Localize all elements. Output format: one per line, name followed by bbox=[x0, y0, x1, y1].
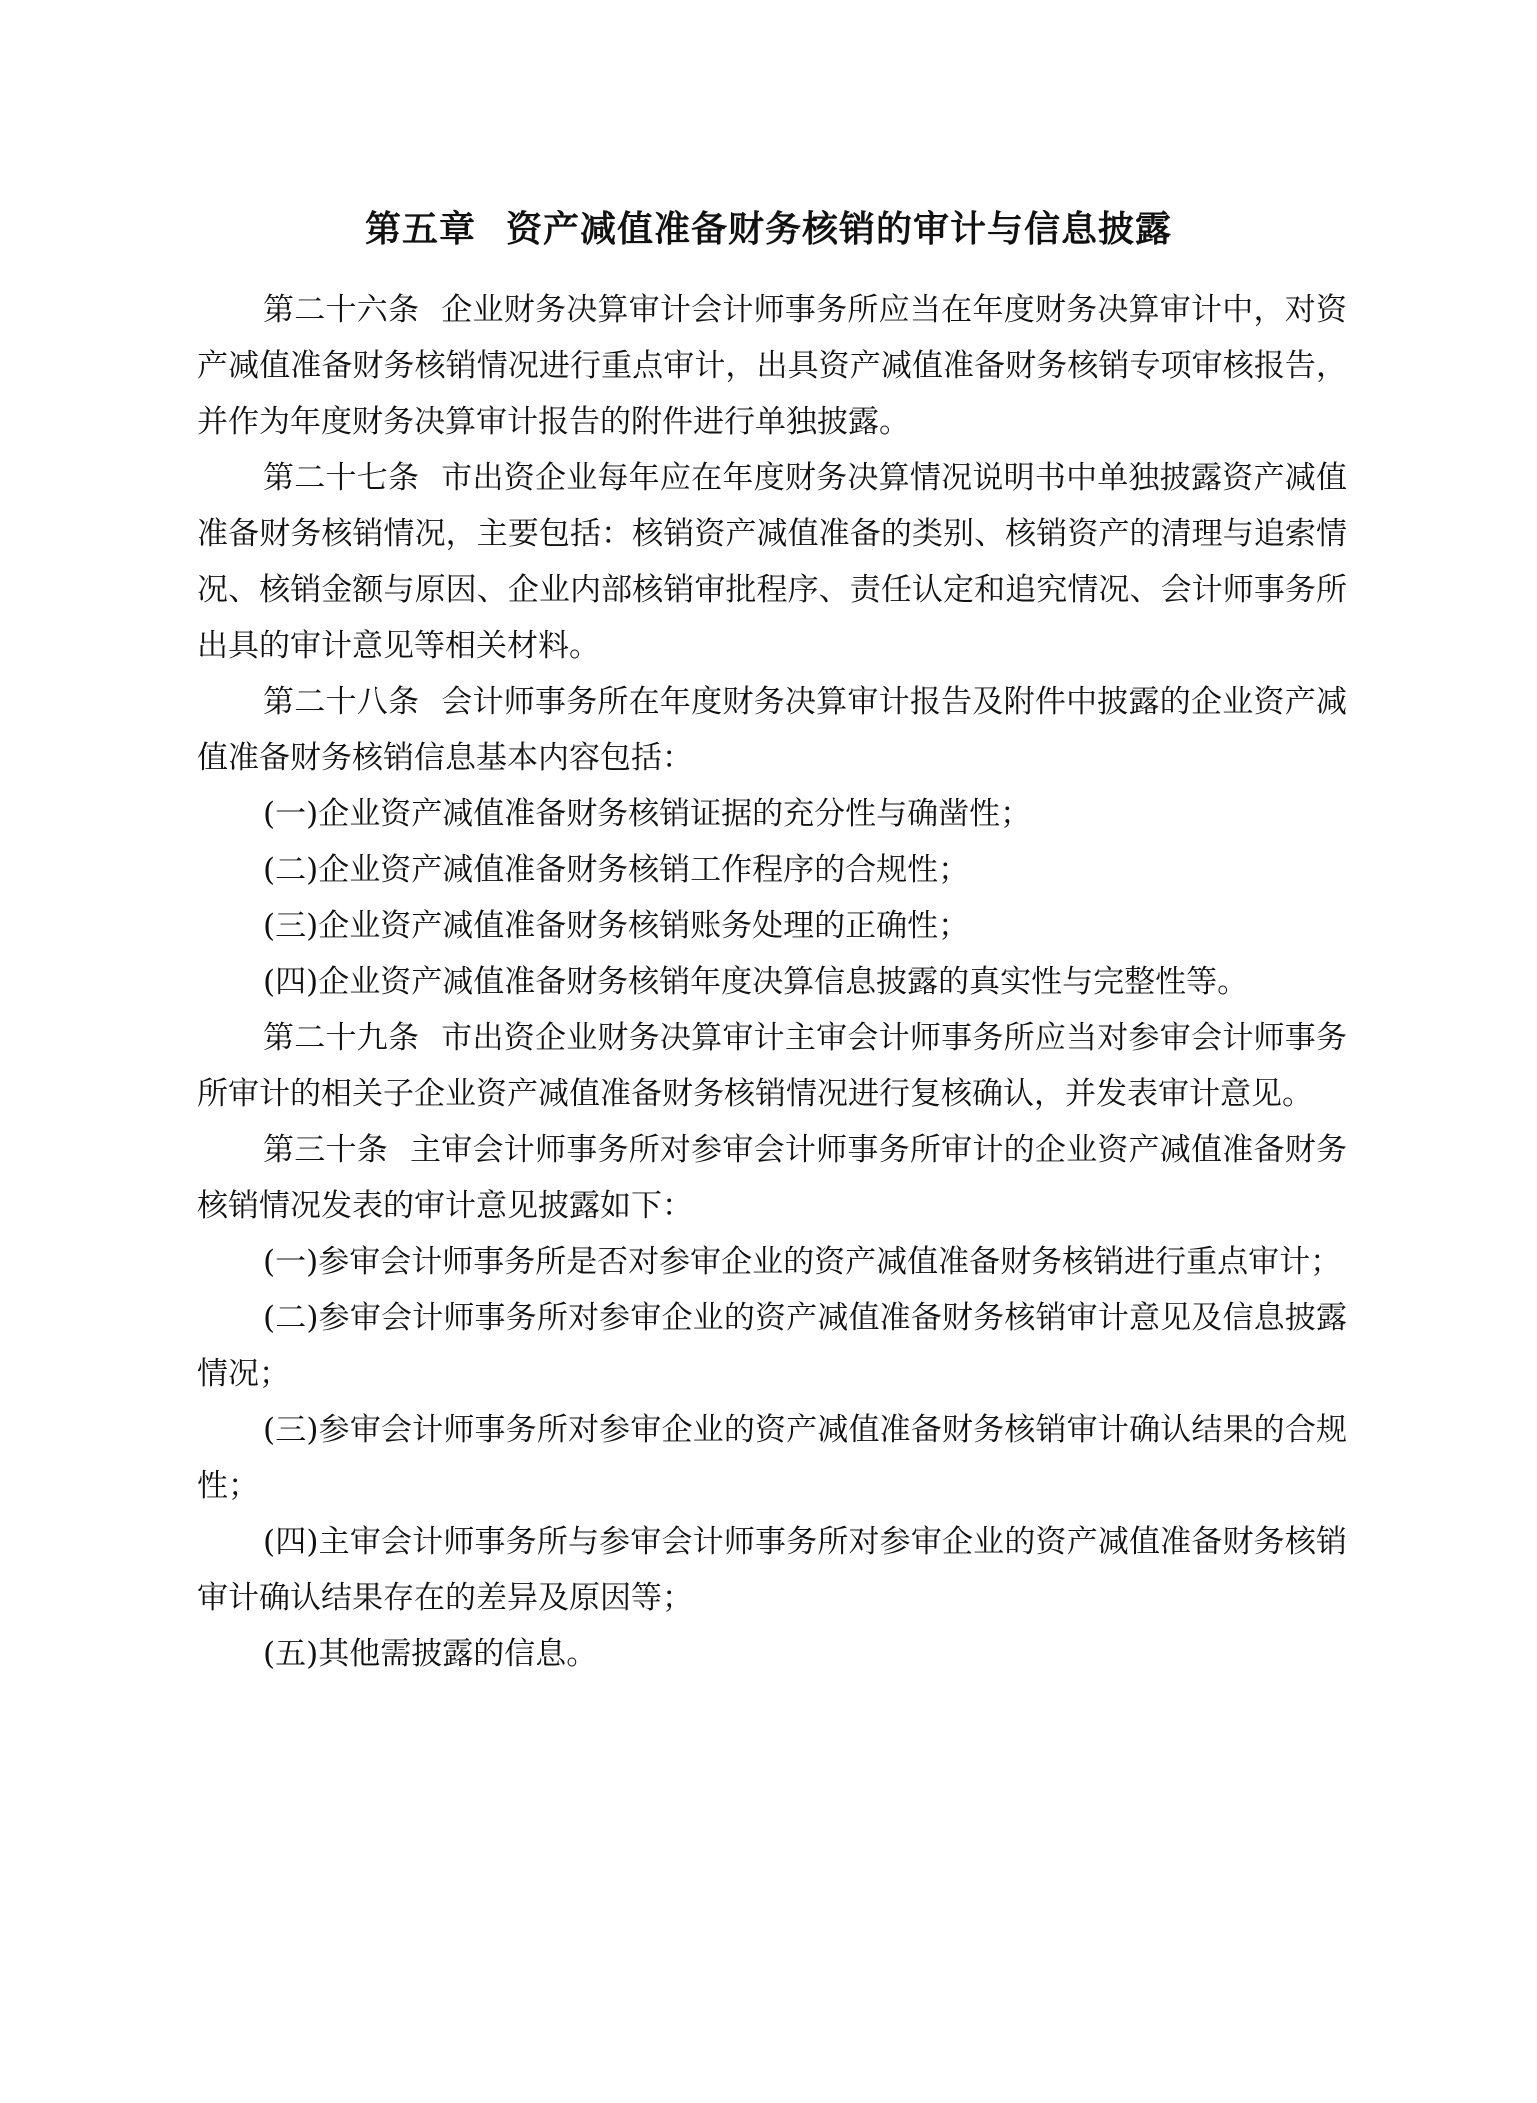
list-item: (三)企业资产减值准备财务核销账务处理的正确性； bbox=[263, 908, 970, 944]
article-28 bbox=[197, 674, 1347, 786]
article-27 bbox=[197, 450, 1347, 674]
document-body bbox=[197, 282, 1347, 1682]
list-item: (二)企业资产减值准备财务核销工作程序的合规性； bbox=[263, 852, 970, 888]
article-text: 主审会计师事务所对参审会计师事务所审计的企业资产减值准备财务核销情况发表的审计意见披露如下： bbox=[197, 1132, 1348, 1224]
article-30 bbox=[197, 1122, 1347, 1234]
article-text: 企业财务决算审计会计师事务所应当在年度财务决算审计中，对资产减值准备财务核销情况进行重点审计，出具资产减值准备财务核销专项审核报告，并作为年度财务决算审计报告的附件进行单独披露。 bbox=[197, 292, 1348, 440]
list-item: (五)其他需披露的信息。 bbox=[263, 1636, 598, 1672]
chapter-title bbox=[0, 205, 1537, 255]
list-item: (二)参审会计师事务所对参审企业的资产减值准备财务核销审计意见及信息披露情况； bbox=[197, 1300, 1347, 1392]
article-label: 第二十九条 bbox=[263, 1020, 420, 1056]
list-item: (四)主审会计师事务所与参审会计师事务所对参审企业的资产减值准备财务核销审计确认结果存在的差异及原因等； bbox=[197, 1524, 1347, 1616]
list-item: (一)参审会计师事务所是否对参审企业的资产减值准备财务核销进行重点审计； bbox=[263, 1244, 1342, 1280]
list-item: (四)企业资产减值准备财务核销年度决算信息披露的真实性与完整性等。 bbox=[263, 964, 1249, 1000]
article-label: 第二十八条 bbox=[263, 684, 420, 720]
list-item: (三)参审会计师事务所对参审企业的资产减值准备财务核销审计确认结果的合规性； bbox=[197, 1412, 1347, 1504]
article-26 bbox=[197, 282, 1347, 450]
article-label: 第二十七条 bbox=[263, 460, 420, 496]
article-29 bbox=[197, 1010, 1347, 1122]
article-text: 市出资企业每年应在年度财务决算情况说明书中单独披露资产减值准备财务核销情况，主要包括：核销资产减值准备的类别、核销资产的清理与追索情况、核销金额与原因、企业内部核销审批程序、责任认定和追究情况、会计师事务所出具的审计意见等相关材料。 bbox=[197, 460, 1348, 664]
chapter-number: 第五章 bbox=[364, 209, 476, 250]
list-item: (一)企业资产减值准备财务核销证据的充分性与确凿性； bbox=[263, 796, 1032, 832]
chapter-heading: 资产减值准备财务核销的审计与信息披露 bbox=[506, 209, 1173, 250]
article-label: 第二十六条 bbox=[263, 292, 420, 328]
article-text: 市出资企业财务决算审计主审会计师事务所应当对参审会计师事务所审计的相关子企业资产减值准备财务核销情况进行复核确认，并发表审计意见。 bbox=[197, 1020, 1348, 1112]
article-label: 第三十条 bbox=[263, 1132, 388, 1168]
article-text: 会计师事务所在年度财务决算审计报告及附件中披露的企业资产减值准备财务核销信息基本内容包括： bbox=[197, 684, 1348, 776]
